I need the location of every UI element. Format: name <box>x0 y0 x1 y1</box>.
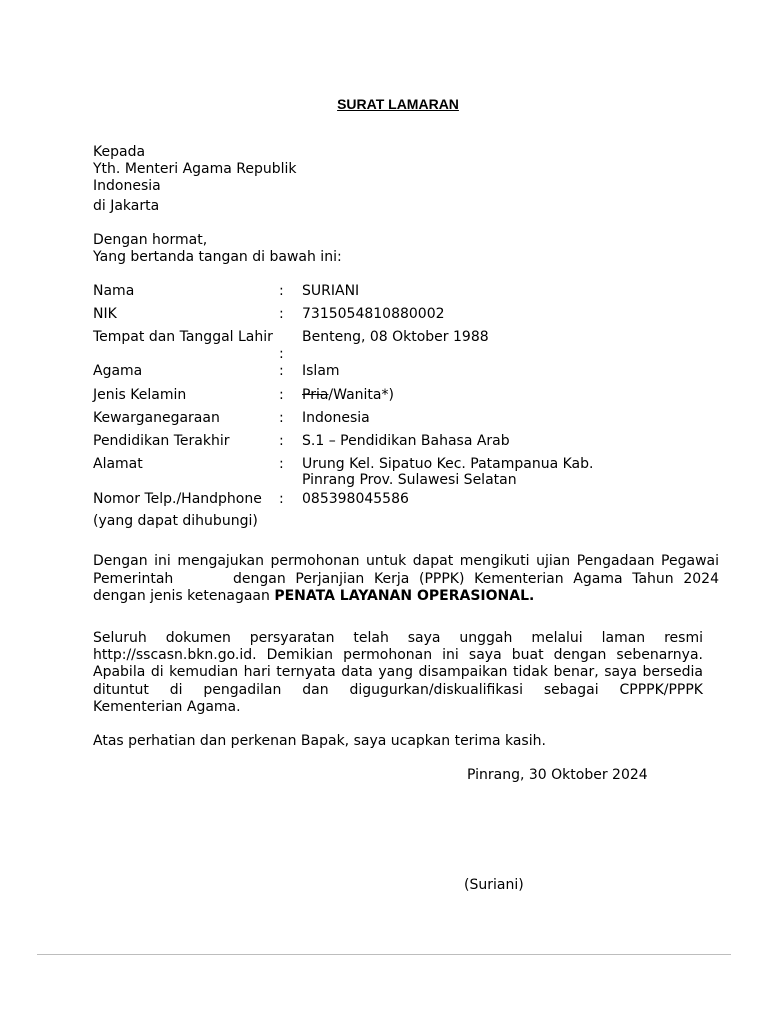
gender-rest: /Wanita*) <box>328 387 394 403</box>
paragraph-line: Apabila di kemudian hari ternyata data yang disampaikan tidak benar, saya bersedia <box>93 664 703 680</box>
paragraph-line: Kementerian Agama. <box>93 699 241 715</box>
place-date: Pinrang, 30 Oktober 2024 <box>467 767 648 783</box>
greeting-line: Yang bertanda tangan di bawah ini: <box>93 249 342 265</box>
recipient-line: Kepada <box>93 144 146 160</box>
field-label-nik: NIK <box>93 306 117 322</box>
field-colon: : <box>279 346 284 362</box>
field-colon: : <box>279 456 284 472</box>
field-value-nama: SURIANI <box>302 283 360 299</box>
paragraph-line <box>93 588 534 605</box>
field-colon: : <box>279 306 284 322</box>
recipient-line: di Jakarta <box>93 198 160 214</box>
field-value-alamat: Pinrang Prov. Sulawesi Selatan <box>302 472 517 488</box>
field-label-nama: Nama <box>93 283 135 299</box>
field-colon: : <box>279 491 284 507</box>
letter-title: SURAT LAMARAN <box>337 96 459 112</box>
field-value-kewarganegaraan: Indonesia <box>302 410 370 426</box>
paragraph-line: dengan Perjanjian Kerja (PPPK) Kementerian Agama Tahun 2024 <box>233 571 719 587</box>
field-label-telp: Nomor Telp./Handphone <box>93 491 262 507</box>
paragraph-line: Seluruh dokumen persyaratan telah saya unggah melalui laman resmi <box>93 630 703 646</box>
field-label-pendidikan: Pendidikan Terakhir <box>93 433 230 449</box>
field-colon: : <box>279 410 284 426</box>
paragraph-line: Dengan ini mengajukan permohonan untuk dapat mengikuti ujian Pengadaan Pegawai <box>93 553 719 569</box>
field-label-gender: Jenis Kelamin <box>93 387 187 403</box>
struck-option: Pria <box>302 387 329 403</box>
field-colon: : <box>279 363 284 379</box>
closing-line: Atas perhatian dan perkenan Bapak, saya ucapkan terima kasih. <box>93 733 546 749</box>
field-value-alamat: Urung Kel. Sipatuo Kec. Patampanua Kab. <box>302 456 594 472</box>
paragraph-text: dengan jenis ketenagaan <box>93 588 275 604</box>
recipient-line: Yth. Menteri Agama Republik <box>93 161 297 177</box>
field-value-agama: Islam <box>302 363 340 379</box>
page-bottom-divider <box>37 954 731 955</box>
field-value-ttl: Benteng, 08 Oktober 1988 <box>302 329 489 345</box>
paragraph-line: dituntut di pengadilan dan digugurkan/diskualifikasi sebagai CPPPK/PPPK <box>93 682 703 698</box>
field-value-nik: 7315054810880002 <box>302 306 445 322</box>
field-colon: : <box>279 387 284 403</box>
field-value-pendidikan: S.1 – Pendidikan Bahasa Arab <box>302 433 510 449</box>
signature-name: (Suriani) <box>464 877 524 893</box>
recipient-line: Indonesia <box>93 178 161 194</box>
field-label-alamat: Alamat <box>93 456 143 472</box>
greeting-line: Dengan hormat, <box>93 232 208 248</box>
field-value-gender <box>302 387 394 404</box>
field-label-agama: Agama <box>93 363 143 379</box>
position-title: PENATA LAYANAN OPERASIONAL. <box>274 588 535 604</box>
field-label-kewarganegaraan: Kewarganegaraan <box>93 410 220 426</box>
field-colon: : <box>279 283 284 299</box>
field-colon: : <box>279 433 284 449</box>
field-label-ttl: Tempat dan Tanggal Lahir <box>93 329 273 345</box>
field-value-telp: 085398045586 <box>302 491 409 507</box>
paragraph-line: Pemerintah <box>93 571 174 587</box>
paragraph-line: http://sscasn.bkn.go.id. Demikian permohonan ini saya buat dengan sebenarnya. <box>93 647 703 663</box>
field-label-telp-note: (yang dapat dihubungi) <box>93 513 258 529</box>
